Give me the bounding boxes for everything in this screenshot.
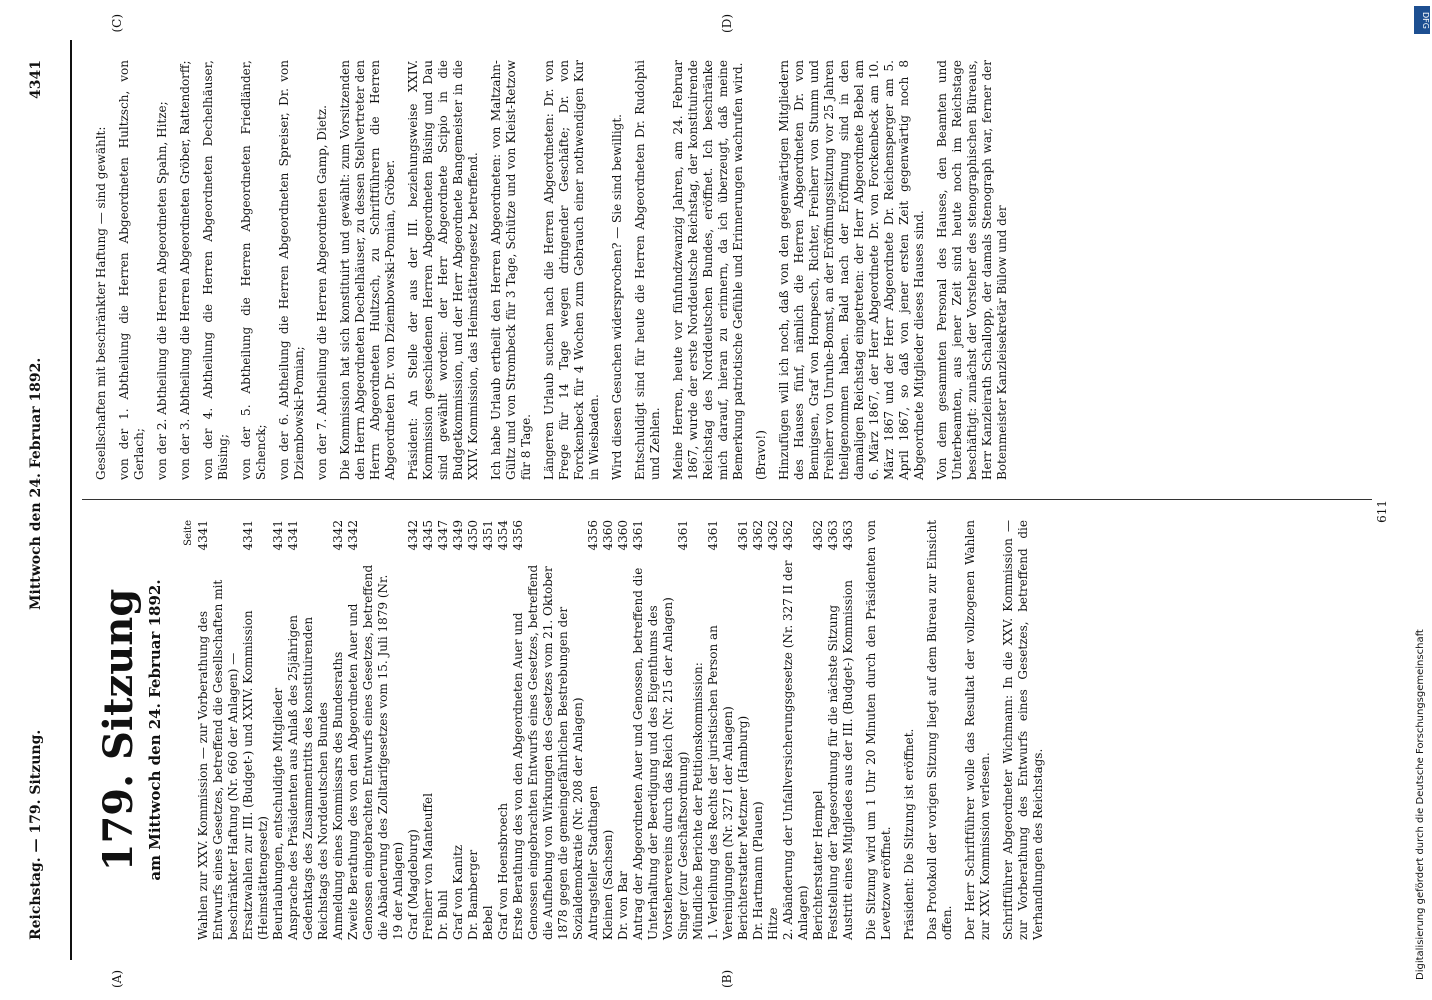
running-header-page: 4341 (28, 60, 44, 99)
toc-entry-page: 4360 (601, 520, 615, 551)
toc-entry-page: 4361 (736, 520, 750, 551)
toc-entry-text: Feststellung der Tagesordnung für die nächste Sitzung (826, 604, 840, 940)
session-subtitle: am Mittwoch den 24. Februar 1892. (146, 579, 164, 881)
paragraph: von der 2. Abtheilung die Herren Abgeordneten Spahn, Hitze; (155, 101, 169, 480)
toc-entry-text: Zweite Berathung des von den Abgeordneten Auer und Genossen eingebrachten Entwurfs eines Gesetzes, betreffend die Abänderung des Zolltarifgesetzes vom 15. Juli 1879 (Nr. 19 der Anlagen) (346, 564, 405, 940)
toc-entry-page: 4342 (346, 520, 360, 551)
toc-entry-page: 4341 (196, 520, 210, 551)
toc-entry-text: 2. Abänderung der Unfallversicherungsgesetze (Nr. 327 II der Anlagen) (781, 560, 810, 940)
toc-row (331, 520, 346, 940)
toc-entry-text: Ansprache des Präsidenten aus Anlaß des 25jährigen Gedenktags des Zusammentritts des konstituirenden Reichstags des Norddeutschen Bundes (286, 615, 330, 940)
toc-entry-page: 4356 (511, 520, 525, 551)
toc-entry-page: 4341 (241, 520, 255, 551)
toc-row (826, 520, 841, 940)
toc-row (736, 520, 751, 940)
margin-mark-c: (C) (110, 14, 124, 33)
footer-credit-text: Digitalisierung gefördert durch die Deutsche Forschungsgemeinschaft (1415, 629, 1426, 980)
margin-mark-b: (B) (720, 969, 734, 988)
toc-row (406, 520, 421, 940)
toc-entry-text: Berichterstatter Hempel (811, 790, 825, 940)
toc-row (451, 520, 466, 940)
paragraph: Längeren Urlaub suchen nach die Herren Abgeordneten: Dr. von Frege für 14 Tage wegen dringender Geschäfte; Dr. von Forckenbeck für 4 Wochen zum Gebrauch einer nothwendigen Kur in Wiesbaden. (542, 60, 601, 480)
toc-entry-page: 4341 (271, 520, 285, 551)
toc-row (841, 520, 856, 940)
paragraph: Schriftführer Abgeordneter Wichmann: In die XXV. Kommission — zur Vorberathung des Entwurfs eines Gesetzes, betreffend die Verhandlungen des Reichstags. (1001, 520, 1045, 940)
toc-entry-text: Freiherr von Manteuffel (421, 793, 435, 940)
toc-entry-text: Antragsteller Stadthagen (586, 785, 600, 940)
toc-entry-page: 4342 (331, 520, 345, 551)
toc-entry-page: 4362 (811, 520, 825, 551)
toc-row (601, 520, 616, 940)
toc-row (586, 520, 601, 940)
column-left (86, 520, 1054, 940)
toc-row (811, 520, 826, 940)
paragraph: Meine Herren, heute vor fünfundzwanzig Jahren, am 24. Februar 1867, wurde der erste Norddeutsche Reichstag, der konstituirende Reichstag des Norddeutschen Bundes, eröffnet. Ich beschränke mich darauf, hieran zu erinnern, da ich überzeugt, daß meine Bemerkung patriotische Gefühle und Erinnerungen wachrufen wird. (671, 60, 745, 480)
toc-row (781, 520, 811, 940)
column-left-body (864, 520, 1046, 940)
toc-entry-page: 4351 (481, 520, 495, 551)
toc-entry-page: 4361 (631, 520, 645, 551)
paragraph: Präsident: An Stelle der aus der III. beziehungsweise XXIV. Kommission geschiedenen Herren Abgeordneten Büsing und Dau sind gewählt worden: der Herr Abgeordnete Scipio in die Budgetkommission, und der Herr Abgeordnete Bangemeister in die XXIV. Kommission, das Heimstättengesetz betreffend. (406, 60, 480, 480)
paragraph: Hinzufügen will ich noch, daß von den gegenwärtigen Mitgliedern des Hauses fünf, nämlich die Herren Abgeordneten Dr. von Bennigsen, Graf von Hompesch, Richter, Freiherr von Stumm und Freiherr von Unruhe-Bomst, an der Eröffnungssitzung vor 25 Jahren theilgenommen haben. Bald nach der Eröffnung sind in den damaligen Reichstag eingetreten: der Herr Abgeordnete Bebel am 6. März 1867, der Herr Abgeordnete Dr. von Forckenbeck am 10. März 1867 und der Herr Abgeordnete Dr. Reichensperger am 5. April 1867, so daß von jener ersten Zeit gegenwärtig noch 8 Abgeordnete Mitglieder dieses Hauses sind. (777, 60, 926, 480)
toc-row (631, 520, 676, 940)
toc-entry-text: Graf (Magdeburg) (406, 829, 420, 940)
paragraph: Von dem gesammten Personal des Hauses, den Beamten und Unterbeamten, aus jener Zeit sind heute noch im Reichstage beschäftigt: zunächst der Vorsteher des stenographischen Büreaus, Herr Kanzleirath Schallopp, der damals Stenograph war, ferner der Botenmeister Kanzleisekretär Bülow und der (935, 60, 1009, 480)
toc-entry-page: 4345 (421, 520, 435, 551)
toc-entry-text: Erste Berathung des von den Abgeordneten Auer und Genossen eingebrachten Entwurfs eines Gesetzes, betreffend die Aufhebung von Wirkungen des Gesetzes vom 21. Oktober 1878 gegen die gemeingefährlichen Bestrebungen der Sozialdemokratie (Nr. 208 der Anlagen) (511, 564, 585, 940)
column-right-body (94, 60, 1010, 480)
paragraph: Entschuldigt sind für heute die Herren Abgeordneten Dr. Rudolphi und Zehlen. (633, 60, 662, 480)
paragraph: Die Sitzung wird um 1 Uhr 20 Minuten durch den Präsidenten von Levetzow eröffnet. (864, 520, 893, 940)
toc-row (271, 520, 286, 940)
toc-entry-page: 4362 (766, 520, 780, 551)
toc-entry-page: 4350 (466, 520, 480, 551)
toc-row (286, 520, 331, 940)
toc-entry-page: 4363 (841, 520, 855, 551)
toc-row (691, 520, 706, 940)
toc-entry-text: Dr. Hartmann (Plauen) (751, 801, 765, 940)
toc-entry-page: 4362 (781, 520, 795, 551)
toc-entry-text: Dr. Bamberger (466, 849, 480, 940)
toc-entry-text: Berichterstatter Metzner (Hamburg) (736, 715, 750, 940)
paragraph: (Bravo!) (754, 430, 768, 480)
toc-entry-text: Singer (zur Geschäftsordnung) (676, 751, 690, 940)
paragraph: Die Kommission hat sich konstituirt und gewählt: zum Vorsitzenden den Herrn Abgeordneten Dechelhäuser, zu dessen Stellvertreter den Herrn Abgeordneten Hultzsch, zu Schriftführern die Herren Abgeordneten Dr. von Dziembowski-Pomian, Gröber. (338, 60, 397, 480)
toc-entry-text: Antrag der Abgeordneten Auer und Genossen, betreffend die Unterhaltung der Beerdigung und des Eigenthums des Vorstehervereins durch das Reich (Nr. 215 der Anlagen) (631, 567, 675, 940)
toc-entry-text: Anmeldung eines Kommissars des Bundesraths (331, 651, 345, 940)
toc-entry-page: 4342 (406, 520, 420, 551)
footer-credit (1415, 20, 1427, 980)
toc-entry-page: 4356 (586, 520, 600, 551)
toc-entry-text: 1. Verleihung des Rechts der juristischen Person an Vereinigungen (Nr. 327 I der Anlagen) (706, 625, 735, 940)
toc-entry-page: 4361 (676, 520, 690, 551)
toc-row (751, 520, 766, 940)
toc-row (676, 520, 691, 940)
toc-seite-label: Seite (183, 520, 194, 546)
toc-entry-text: Kleinen (Sachsen) (601, 829, 615, 940)
toc-entry-text: Dr. Buhl (436, 890, 450, 940)
running-header-date: Mittwoch den 24. Februar 1892. (28, 357, 44, 610)
dfg-logo: DFG (1414, 6, 1430, 34)
toc-row (466, 520, 481, 940)
toc-entry-page: 4349 (451, 520, 465, 551)
toc-entry-text: Graf von Hoensbroech (496, 802, 510, 940)
toc-row (436, 520, 451, 940)
toc-entry-text: Beurlaubungen, entschuldigte Mitglieder (271, 687, 285, 940)
toc-entry-text: Graf von Kanitz (451, 844, 465, 940)
toc-row (766, 520, 781, 940)
toc-row (196, 520, 241, 940)
toc-entry-text: Ersatzwahlen zur III. (Budget-) und XXIV. Kommission (Heimstättengesetz) (241, 610, 270, 940)
toc-entry-text: Bebel (481, 905, 495, 940)
toc-row (706, 520, 736, 940)
session-title: 179. Sitzung (95, 588, 142, 872)
paragraph: Ich habe Urlaub ertheilt den Herren Abgeordneten: von Maltzahn-Gültz und von Strombeck für 3 Tage, Schütze und von Kleist-Retzow für 8 Tage. (489, 60, 533, 480)
toc-entry-text: Austritt eines Mitgliedes aus der III. (Budget-) Kommission (841, 580, 855, 940)
toc-row (481, 520, 496, 940)
toc-row (241, 520, 271, 940)
paragraph: von der 5. Abtheilung die Herren Abgeordneten Friedländer, Schenck; (239, 60, 268, 480)
column-right (86, 60, 1018, 480)
toc-entry-page: 4363 (826, 520, 840, 551)
paragraph: Das Protokoll der vorigen Sitzung liegt auf dem Büreau zur Einsicht offen. (925, 520, 954, 940)
toc-entry-page: 4360 (616, 520, 630, 551)
toc-row (496, 520, 511, 940)
paragraph: Präsident: Die Sitzung ist eröffnet. (902, 728, 916, 940)
paragraph: von der 6. Abtheilung die Herren Abgeordneten Spreiser, Dr. von Dziembowski-Pomian; (277, 60, 306, 480)
toc-row (346, 520, 406, 940)
toc-entry-page: 4347 (436, 520, 450, 551)
paragraph: von der 1. Abtheilung die Herren Abgeordneten Hultzsch, von Gerlach; (117, 60, 146, 480)
toc-row (421, 520, 436, 940)
running-header-left: Reichstag. — 179. Sitzung. (28, 729, 44, 940)
paragraph: Der Herr Schriftführer wolle das Resultat der vollzogenen Wahlen zur XXV. Kommission verlesen. (963, 520, 992, 940)
toc-entry-page: 4361 (706, 520, 720, 551)
paragraph: von der 3. Abtheilung die Herren Abgeordneten Gröber, Rattendorff; (178, 60, 192, 480)
toc-entry-page: 4362 (751, 520, 765, 551)
toc-entry-text: Dr. von Bar (616, 871, 630, 940)
paragraph: von der 4. Abtheilung die Herren Abgeordneten Dechelhäuser, Büsing; (201, 60, 230, 480)
toc-entry-page: 4354 (496, 520, 510, 551)
bottom-page-number: 611 (1375, 500, 1389, 523)
toc-entry-page: 4341 (286, 520, 300, 551)
paragraph: von der 7. Abtheilung die Herren Abgeordneten Gamp, Dietz. (315, 105, 329, 480)
column-divider (82, 499, 1372, 500)
toc-entry-text: Wahlen zur XXV. Kommission — zur Vorberathung des Entwurfs eines Gesetzes, betreffend die Gesellschaften mit beschränkter Haftung (Nr. 660 der Anlagen) — (196, 579, 240, 940)
toc-entry-text: Hitze (766, 907, 780, 940)
toc-row (616, 520, 631, 940)
toc-row (511, 520, 586, 940)
header-rule (70, 40, 72, 960)
paragraph: Gesellschaften mit beschränkter Haftung — sind gewählt: (94, 126, 108, 480)
table-of-contents (196, 520, 856, 940)
paragraph: Wird diesen Gesuchen widersprochen? — Sie sind bewilligt. (610, 114, 624, 480)
margin-mark-d: (D) (720, 14, 734, 33)
margin-mark-a: (A) (110, 969, 124, 988)
toc-entry-text: Mündliche Berichte der Petitionskommission: (691, 662, 705, 940)
